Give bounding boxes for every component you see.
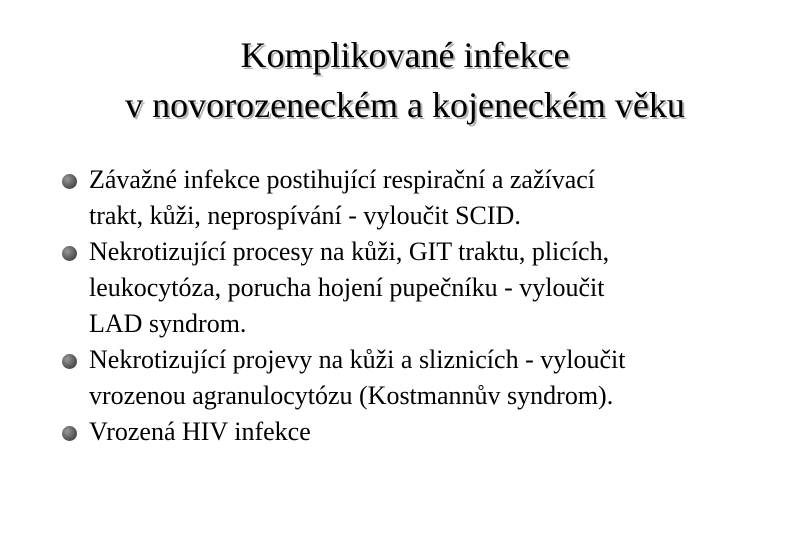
bullet-text: Nekrotizující procesy na kůži, GIT traktu, plicích, leukocytóza, porucha hojení pupečníku - vyloučit LAD syndrom. bbox=[89, 237, 610, 338]
bullet-item-hiv bbox=[0, 414, 810, 450]
bullet-dot-icon bbox=[62, 174, 77, 189]
slide-title-line-2: v novorozeneckém a kojeneckém věku bbox=[125, 85, 685, 125]
bullet-item-agranulocytosis bbox=[0, 342, 810, 414]
bullet-item-scid bbox=[0, 162, 810, 234]
slide-title bbox=[0, 30, 810, 130]
bullet-text: Vrozená HIV infekce bbox=[89, 417, 311, 446]
bullet-dot-icon bbox=[62, 354, 77, 369]
slide-title-line-1: Komplikované infekce bbox=[240, 35, 570, 75]
bullet-list bbox=[0, 162, 810, 450]
bullet-text: Závažné infekce postihující respirační a zažívací trakt, kůži, neprospívání - vyloučit SCID. bbox=[89, 165, 596, 230]
bullet-dot-icon bbox=[62, 246, 77, 261]
bullet-text: Nekrotizující projevy na kůži a sliznicích - vyloučit vrozenou agranulocytózu (Kostmannův syndrom). bbox=[89, 345, 626, 410]
bullet-dot-icon bbox=[62, 426, 77, 441]
bullet-item-lad bbox=[0, 234, 810, 342]
